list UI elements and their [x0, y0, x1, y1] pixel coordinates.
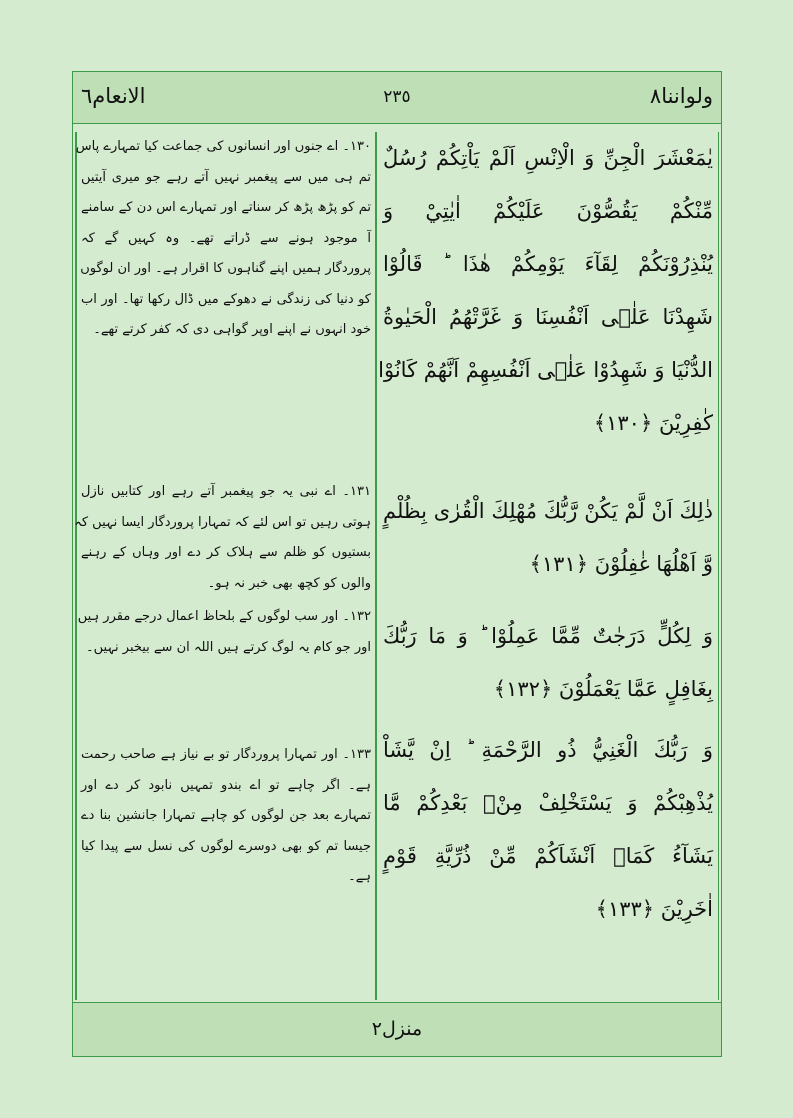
urdu-translation — [81, 740, 371, 893]
arabic-line: وَ لِكُلٍّ دَرَجٰتٌ مِّمَّا عَمِلُوْا ؕ وَ مَا رَبُّكَ — [383, 624, 713, 648]
page-header — [73, 72, 721, 124]
page-body — [73, 132, 721, 1000]
surah-label: الانعام٦ — [81, 84, 146, 108]
arabic-line: يُنْذِرُوْنَكُمْ لِقَآءَ يَوْمِكُمْ هٰذَا ؕ قَالُوْا — [383, 252, 713, 276]
urdu-line: ۱۳۳۔ اور تمہارا پروردگار تو بے نیاز ہے صاحب رحمت — [81, 747, 371, 762]
urdu-line: تمہارے بعد جن لوگوں کو چاہے تمہارا جانشین بنا دے — [81, 808, 371, 823]
urdu-line: اور جو کام یہ لوگ کرتے ہیں اللہ ان سے بیخبر نہیں۔ — [85, 639, 371, 655]
juz-label: ولواننا٨ — [649, 84, 713, 108]
right-rule — [718, 132, 720, 1000]
arabic-line: يُذْهِبْكُمْ وَ يَسْتَخْلِفْ مِنْۢ بَعْدِكُمْ مَّا — [383, 791, 713, 815]
urdu-line: بستیوں کو ظلم سے ہلاک کر دے اور وہاں کے رہنے — [81, 545, 371, 560]
arabic-line: بِغَافِلٍ عَمَّا يَعْمَلُوْنَ ﴿١٣٢﴾ — [493, 677, 713, 701]
arabic-text — [383, 485, 713, 591]
arabic-line: وَّ اَهْلُهَا غٰفِلُوْنَ ﴿١٣١﴾ — [529, 552, 713, 576]
urdu-line: ۱۳۰۔ اے جنوں اور انسانوں کی جماعت کیا تمہارے پاس — [75, 139, 371, 154]
page-frame — [72, 71, 722, 1057]
arabic-line: كٰفِرِيْنَ ﴿١٣٠﴾ — [593, 411, 713, 435]
page-footer — [73, 1002, 721, 1056]
page-number: ٢٣٥ — [383, 87, 411, 107]
arabic-text — [383, 724, 713, 936]
urdu-line: ۱۳۱۔ اے نبی یہ جو پیغمبر آتے رہے اور کتابیں نازل — [81, 484, 371, 499]
urdu-line: ہے۔ اگر چاہے تو اے بندو تمہیں نابود کر دے اور — [81, 777, 371, 793]
arabic-line: يَشَآءُ كَمَاۤ اَنْشَاَكُمْ مِّنْ ذُرِّيَّةِ قَوْمٍ — [383, 844, 713, 868]
manzil-label: منزل۲ — [371, 1018, 423, 1040]
arabic-line: الدُّنْيَا وَ شَهِدُوْا عَلٰۤى اَنْفُسِهِمْ اَنَّهُمْ كَانُوْا — [378, 358, 713, 382]
arabic-text — [383, 610, 713, 716]
urdu-line: خود انہوں نے اپنے اوپر گواہی دی کہ کفر کرتے تھے۔ — [93, 322, 371, 337]
arabic-line: اٰخَرِيْنَ ﴿١٣٣﴾ — [595, 897, 713, 921]
left-rule — [75, 132, 77, 1000]
urdu-line: ہے۔ — [348, 869, 371, 884]
arabic-line: ذٰلِكَ اَنْ لَّمْ يَكُنْ رَّبُّكَ مُهْلِكَ الْقُرٰى بِظُلْمٍ — [383, 499, 713, 523]
column-divider — [375, 132, 377, 1000]
urdu-translation — [74, 477, 371, 599]
urdu-line: والوں کو کچھ بھی خبر نہ ہو۔ — [207, 575, 371, 591]
urdu-line: پروردگار ہمیں اپنے گناہوں کا اقرار ہے۔ اور ان لوگوں — [80, 261, 371, 276]
arabic-line: يٰمَعْشَرَ الْجِنِّ وَ الْاِنْسِ اَلَمْ يَاْتِكُمْ رُسُلٌ — [383, 146, 713, 170]
arabic-text — [378, 132, 713, 450]
urdu-line: ۱۳۲۔ اور سب لوگوں کے بلحاظ اعمال درجے مقرر ہیں — [77, 609, 371, 624]
urdu-line: تم کو پڑھ پڑھ کر سناتے اور تمہارے اس دن کے سامنے — [81, 200, 371, 215]
urdu-translation — [75, 132, 371, 346]
arabic-line: مِّنْكُمْ يَقُصُّوْنَ عَلَيْكُمْ اٰيٰتِيْ وَ — [383, 199, 713, 223]
urdu-line: ہوتی رہیں تو اس لئے کہ تمہارا پروردگار ایسا نہیں کہ — [74, 514, 371, 530]
arabic-line: وَ رَبُّكَ الْغَنِيُّ ذُو الرَّحْمَةِ ؕ اِنْ يَّشَاْ — [383, 738, 713, 762]
urdu-line: آ موجود ہونے سے ڈراتے تھے۔ وہ کہیں گے کہ — [81, 230, 371, 246]
urdu-line: جیسا تم کو بھی دوسرے لوگوں کی نسل سے پیدا کیا — [81, 838, 371, 854]
arabic-line: شَهِدْنَا عَلٰۤى اَنْفُسِنَا وَ غَرَّتْهُمُ الْحَيٰوةُ — [383, 305, 713, 329]
urdu-line: تم ہی میں سے پیغمبر نہیں آتے رہے جو میری آیتیں — [81, 169, 371, 185]
urdu-translation — [77, 602, 371, 663]
urdu-line: کو دنیا کی زندگی نے دھوکے میں ڈال رکھا تھا۔ اور اب — [81, 291, 371, 307]
